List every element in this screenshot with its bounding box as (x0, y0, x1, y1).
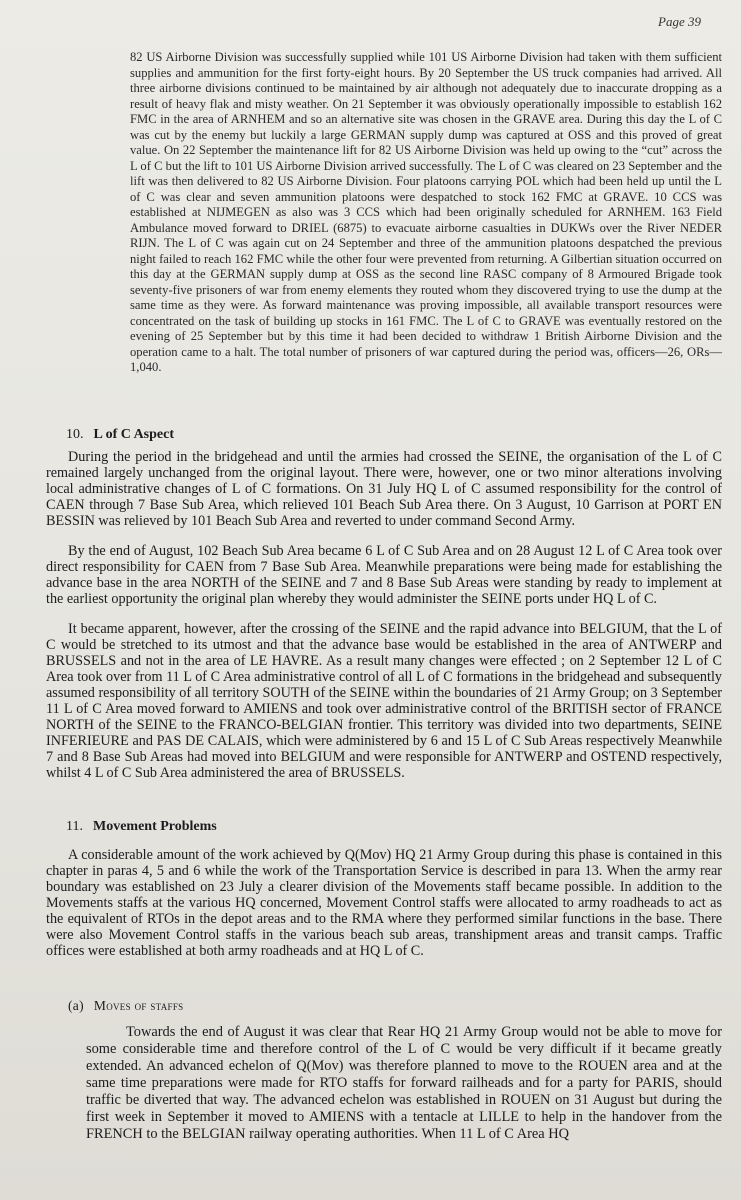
section-10-paragraph-2: By the end of August, 102 Beach Sub Area became 6 L of C Sub Area and on 28 August 12 L of C Area took over direct responsibility for CAEN from 7 Base Sub Area. Meanwhile preparations were being made for establishing the advance base in the area NORTH of the SEINE and 7 and 8 Base Sub Areas were standing by ready to implement at the earliest opportunity the original plan whereby they would administer the SEINE ports under HQ L of C. (46, 543, 722, 607)
subsection-a-title: Moves of staffs (93, 998, 184, 1013)
section-11-title: Movement Problems (92, 819, 217, 834)
section-11-number: 11. (66, 819, 83, 834)
section-11-paragraph-1: A considerable amount of the work achieved by Q(Mov) HQ 21 Army Group during this phase is contained in this chapter in paras 4, 5 and 6 while the work of the Transportation Service is described in para 13. When the army rear boundary was established on 23 July a clearer division of the Movements staff became possible. In addition to the Movements staffs at the various HQ concerned, Movement Control staffs were allocated to army roadheads to act as the equivalent of RTOs in the depot areas and to the RMA where they performed similar functions in the base. There were also Movement Control staffs in the various beach sub areas, transhipment areas and transit camps. Traffic offices were established at both army roadheads and at HQ L of C. (46, 847, 722, 959)
section-10-heading (66, 427, 174, 443)
section-10-number: 10. (66, 427, 84, 442)
subsection-a-heading (68, 998, 183, 1014)
subsection-a-label: (a) (68, 998, 84, 1013)
section-10-paragraph-1: During the period in the bridgehead and until the armies had crossed the SEINE, the organisation of the L of C remained largely unchanged from the original layout. There were, however, one or two minor alterations involving local administrative changes of L of C formations. On 31 July HQ L of C assumed responsibility for the control of CAEN through 7 Base Sub Area, which relieved 101 Beach Sub Area there. On 3 August, 10 Garrison at PORT EN BESSIN was relieved by 101 Beach Sub Area and reverted to under command Second Army. (46, 449, 722, 529)
subsection-a-paragraph: Towards the end of August it was clear that Rear HQ 21 Army Group would not be able to move for some considerable time and therefore control of the L of C would be very difficult if it became greatly extended. An advanced echelon of Q(Mov) was therefore planned to move to the ROUEN area and at the same time preparations were made for RTO staffs for forward railheads and for a party for PARIS, should traffic be diverted that way. The advanced echelon was established in ROUEN on 31 August but during the first week in September it moved to AMIENS with a tentacle at LILLE to help in the handover from the FRENCH to the BELGIAN railway operating authorities. When 11 L of C Area HQ (86, 1024, 722, 1142)
section-10-paragraph-3: It became apparent, however, after the crossing of the SEINE and the rapid advance into BELGIUM, that the L of C would be stretched to its utmost and that the advance base would be established in the area of ANTWERP and BRUSSELS and not in the area of LE HAVRE. As a result many changes were effected ; on 2 September 12 L of C Area took over from 11 L of C Area administrative control of all L of C formations in the bridgehead and subsequently assumed responsibility of all territory SOUTH of the SEINE within the boundaries of 21 Army Group; on 3 September 11 L of C Area moved forward to AMIENS and took over administrative control of the BRITISH sector of FRANCE NORTH of the SEINE to the FRANCO-BELGIAN frontier. This territory was divided into two departments, SEINE INFERIEURE and PAS DE CALAIS, which were administered by 6 and 15 L of C Sub Areas respectively Meanwhile 7 and 8 Base Sub Areas had moved into BELGIUM and were responsible for ANTWERP and OSTEND respectively, whilst 4 L of C Sub Area administered the area of BRUSSELS. (46, 621, 722, 781)
intro-paragraph: 82 US Airborne Division was successfully supplied while 101 US Airborne Division had taken with them sufficient supplies and ammunition for the first forty-eight hours. By 20 September the US truck companies had arrived. All three airborne divisions continued to be maintained by air although not adequately due to inaccurate dropping as a result of heavy flak and misty weather. On 21 September it was obviously operationally impossible to establish 162 FMC in the area of ARNHEM and so an alternative site was chosen in the GRAVE area. During this day the L of C was cut by the enemy but luckily a large GERMAN supply dump was captured at OSS and this proved of great value. On 22 September the maintenance lift for 82 US Airborne Division was held up owing to the “cut” across the L of C but the lift to 101 US Airborne Division arrived successfully. The L of C was cleared on 23 September and the lift was then delivered to 82 US Airborne Division. Four platoons carrying POL which had been held up until the L of C was clear and seven ammunition platoons were despatched to stock 162 FMC at GRAVE. 10 CCS was established at NIJMEGEN as also was 3 CCS which had been originally scheduled for ARNHEM. 163 Field Ambulance moved forward to DRIEL (6875) to evacuate airborne casualties in DUKWs over the River NEDER RIJN. The L of C was again cut on 24 September and three of the ammunition platoons despatched the previous night failed to reach 162 FMC while the other four were prevented from returning. A Gilbertian situation occurred on this day at the GERMAN supply dump at OSS as the second line RASC company of 8 Armoured Brigade took seventy-five prisoners of war from enemy elements they routed whom they discovered trying to use the dump at the same time as they were. As forward maintenance was proving impossible, all available transport resources were concentrated on the task of building up stocks in 161 FMC. The L of C to GRAVE was eventually restored on the evening of 25 September but by this time it had been decided to withdraw 1 British Airborne Division and the operation came to a halt. The total number of prisoners of war captured during the period was, officers—26, ORs—1,040. (130, 50, 722, 374)
page-number: Page 39 (658, 14, 701, 29)
section-10-title: L of C Aspect (93, 427, 174, 442)
section-11-heading (66, 819, 217, 835)
